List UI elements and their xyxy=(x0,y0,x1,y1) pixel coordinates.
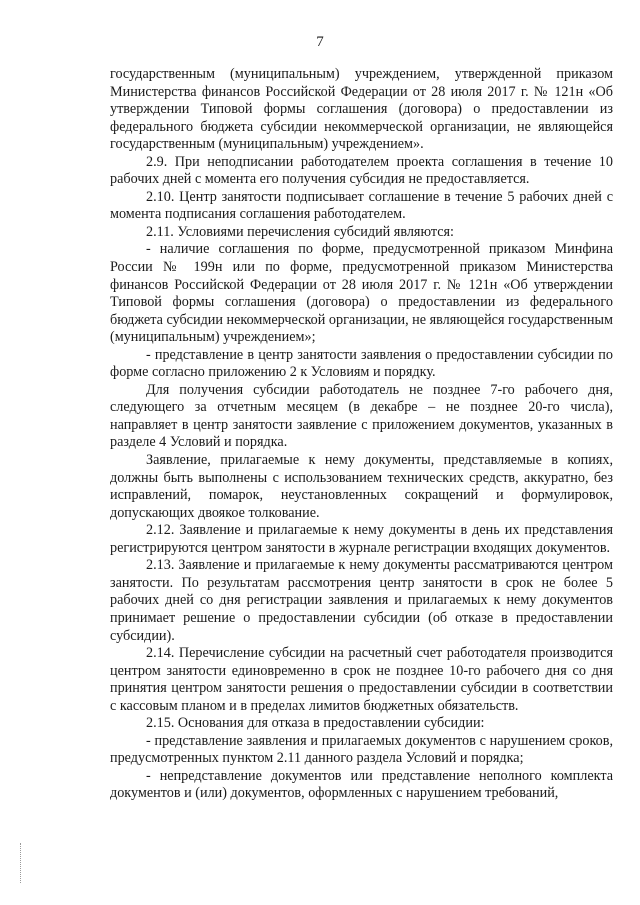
paragraph: 2.14. Перечисление субсидии на расчетный счет работодателя производится центром занятости единовременно в срок не позднее 10-го рабочего дня со дня принятия центром занятости решения о предоставлении субсидии в соответствии с кассовым планом и в пределах лимитов бюджетных обязательств. xyxy=(110,645,613,714)
scan-edge-mark xyxy=(20,843,31,883)
paragraph: Заявление, прилагаемые к нему документы, представляемые в копиях, должны быть выполнены с использованием технических средств, аккуратно, без исправлений, помарок, неустановленных сокращений и формулировок, допускающих двоякое толкование. xyxy=(110,452,613,521)
paragraph: государственным (муниципальным) учреждением, утвержденной приказом Министерства финансов Российской Федерации от 28 июля 2017 г. № 121н «Об утверждении Типовой формы соглашения (договора) о предоставлении из федерального бюджета субсидии некоммерческой организации, не являющейся государственным (муниципальным) учреждением». xyxy=(110,66,613,153)
paragraph: - представление заявления и прилагаемых документов с нарушением сроков, предусмотренных пунктом 2.11 данного раздела Условий и порядка; xyxy=(110,732,613,767)
paragraph: 2.13. Заявление и прилагаемые к нему документы рассматриваются центром занятости. По результатам рассмотрения центр занятости в срок не более 5 рабочих дней со дня регистрации заявления и прилагаемых к нему документов принимает решение о предоставлении субсидии (об отказе в предоставлении субсидии). xyxy=(110,557,613,644)
paragraph: - представление в центр занятости заявления о предоставлении субсидии по форме согласно приложению 2 к Условиям и порядку. xyxy=(110,346,613,381)
paragraph: Для получения субсидии работодатель не позднее 7-го рабочего дня, следующего за отчетным месяцем (в декабре – не позднее 20-го числа), направляет в центр занятости заявление с приложением документов, указанных в разделе 4 Условий и порядка. xyxy=(110,381,613,451)
paragraph: 2.11. Условиями перечисления субсидий являются: xyxy=(146,223,454,240)
paragraph: 2.15. Основания для отказа в предоставлении субсидии: xyxy=(146,715,485,732)
paragraph: 2.10. Центр занятости подписывает соглашение в течение 5 рабочих дней с момента подписания соглашения работодателем. xyxy=(110,188,613,223)
document-body xyxy=(110,66,613,803)
paragraph: - наличие соглашения по форме, предусмотренной приказом Минфина России № 199н или по форме, предусмотренной приказом Министерства финансов Российской Федерации от 28 июля 2017 г. № 121н «Об утверждении Типовой формы соглашения (договора) о предоставлении из федерального бюджета субсидии некоммерческой организации, не являющейся государственным (муниципальным) учреждением»; xyxy=(110,241,613,346)
paragraph: 2.9. При неподписании работодателем проекта соглашения в течение 10 рабочих дней с момента его получения субсидия не предоставляется. xyxy=(110,153,613,188)
paragraph: - непредставление документов или представление неполного комплекта документов и (или) документов, оформленных с нарушением требований, xyxy=(110,767,613,802)
page-number: 7 xyxy=(316,34,324,50)
paragraph: 2.12. Заявление и прилагаемые к нему документы в день их представления регистрируются центром занятости в журнале регистрации входящих документов. xyxy=(110,522,613,556)
